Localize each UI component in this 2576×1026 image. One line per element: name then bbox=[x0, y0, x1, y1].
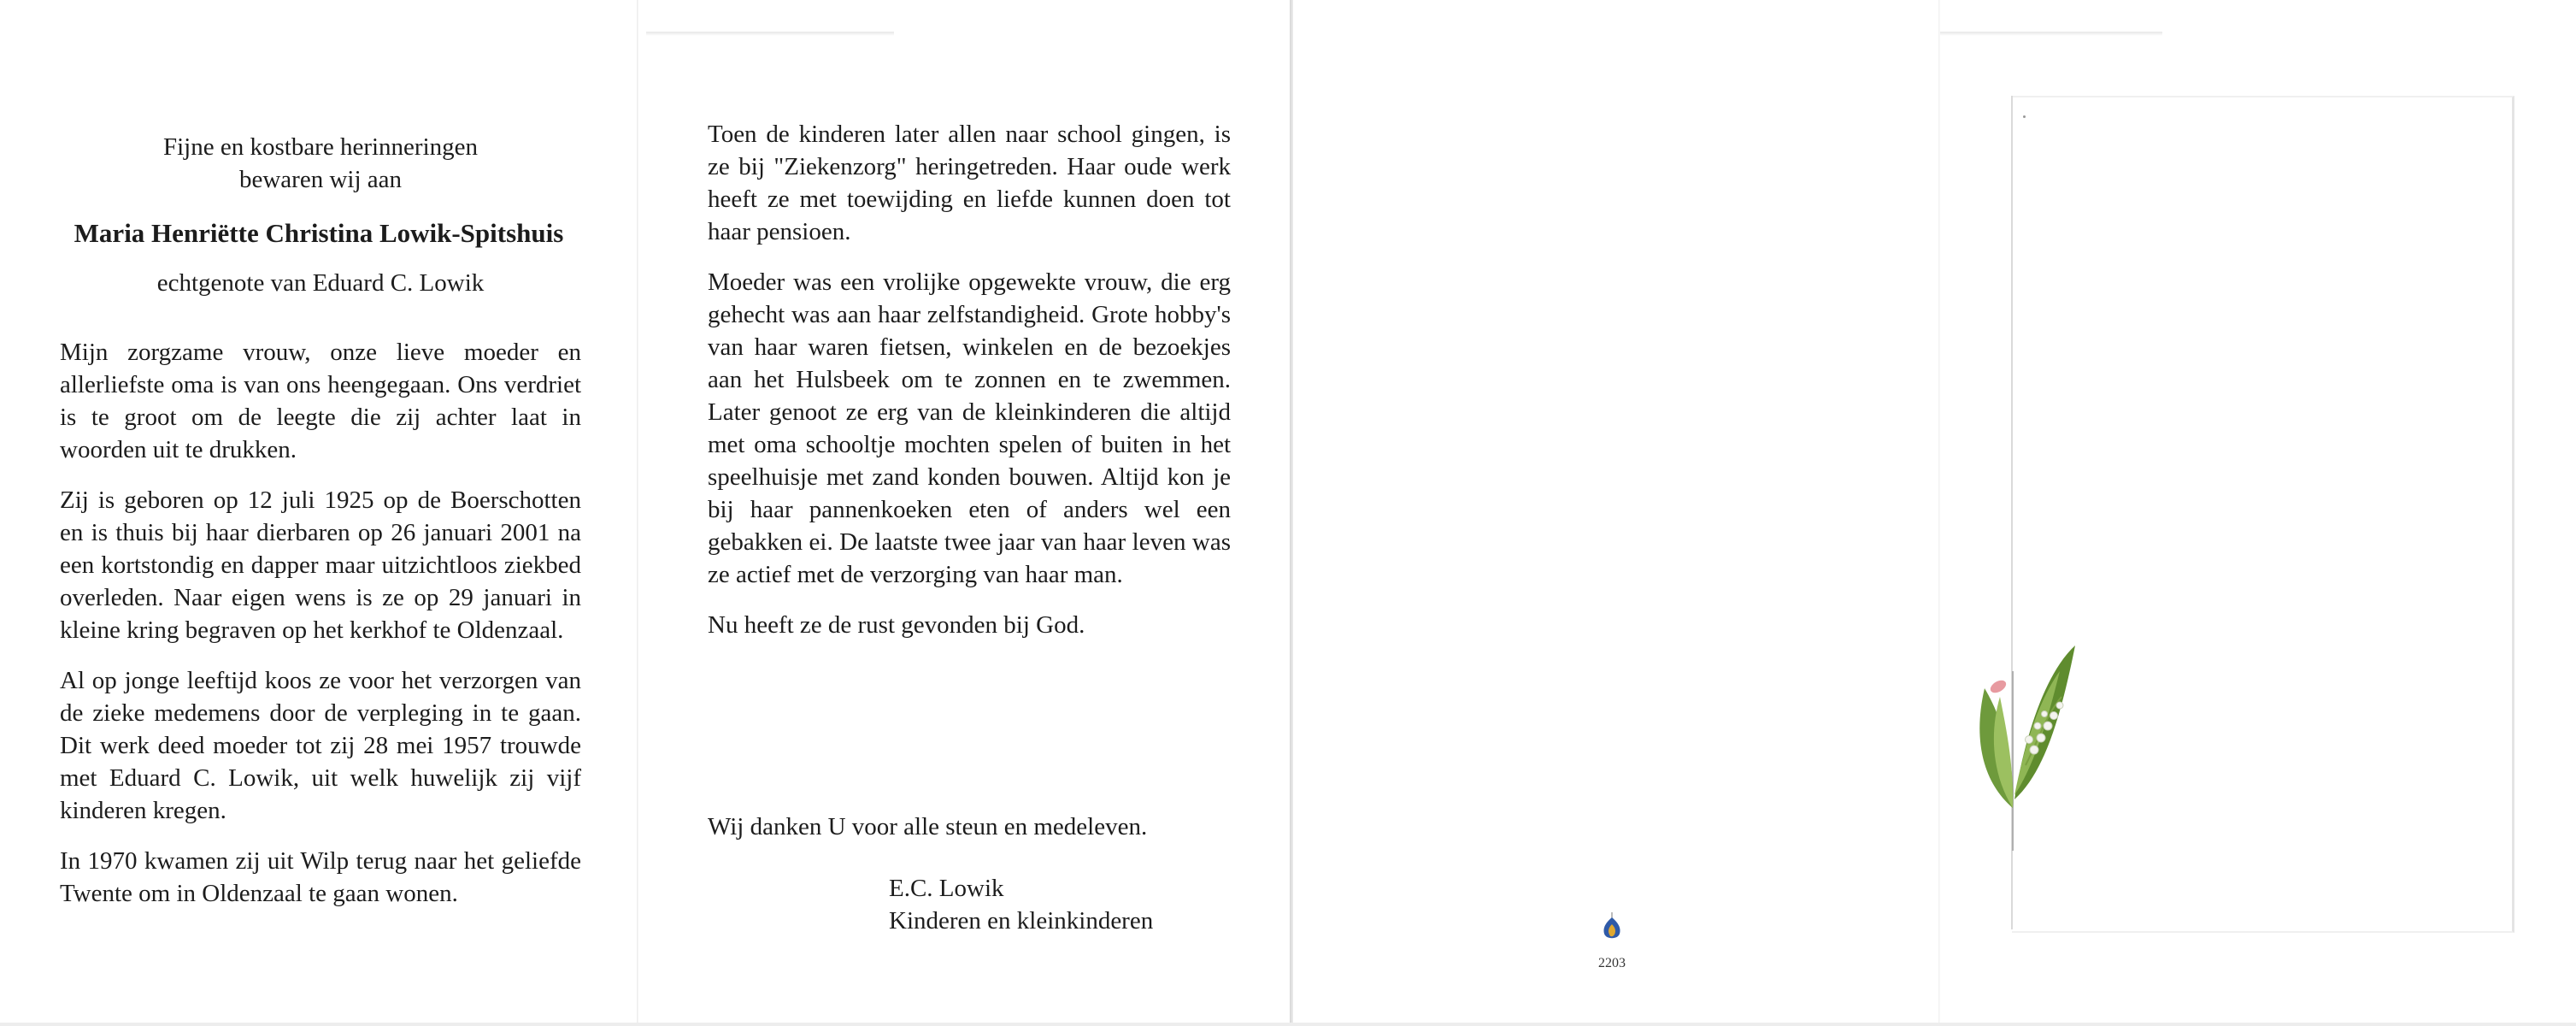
memorial-text-column-1 bbox=[60, 336, 581, 910]
fold-crease bbox=[637, 0, 638, 1026]
intro-text bbox=[60, 131, 581, 196]
memorial-paragraph: In 1970 kwamen zij uit Wilp terug naar het geliefde Twente om in Oldenzaal te gaan wonen. bbox=[60, 847, 581, 907]
memorial-paragraph: Moeder was een vrolijke opgewekte vrouw, die erg gehecht was aan haar zelfstandigheid. Grote hobby's van haar waren fietsen, winkelen en de bezoekjes aan het Hulsbeek om te zonnen en te zwemmen. Later genoot ze erg van de kleinkinderen die altijd met oma schooltje mochten spelen of buiten in het speelhuisje met zand konden bouwen. Altijd kon je bij haar pannenkoeken eten of anders wel een gebakken ei. De laatste twee jaar van haar leven was ze actief met de verzorging van haar man. bbox=[708, 268, 1231, 588]
frame-mark bbox=[2023, 115, 2026, 118]
deceased-name: Maria Henriëtte Christina Lowik-Spitshuis bbox=[74, 218, 564, 248]
memorial-text-column-2 bbox=[708, 118, 1231, 641]
spouse-line: echtgenote van Eduard C. Lowik bbox=[156, 269, 485, 297]
scan-shadow bbox=[646, 32, 894, 36]
printer-logo-icon bbox=[1599, 911, 1625, 945]
signature-name: E.C. Lowik bbox=[889, 875, 1004, 902]
intro-line: bewaren wij aan bbox=[238, 166, 402, 193]
lily-of-the-valley-illustration bbox=[1966, 637, 2103, 851]
memorial-paragraph: Zij is geboren op 12 juli 1925 op de Boerschotten en is thuis bij haar dierbaren op 26 januari 2001 na een kortstondig en dapper maar uitzichtloos ziekbed overleden. Naar eigen wens is ze op 29 januari in kleine kring begraven op het kerkhof te Oldenzaal. bbox=[60, 486, 581, 644]
scan-edge bbox=[0, 1023, 2576, 1026]
memorial-paragraph: Nu heeft ze de rust gevonden bij God. bbox=[708, 611, 1085, 639]
intro-line: Fijne en kostbare herinneringen bbox=[162, 133, 479, 161]
card-panel-center-right bbox=[1292, 0, 1939, 1026]
scan-shadow bbox=[1940, 32, 2162, 36]
spine-crease bbox=[1290, 0, 1293, 1026]
signature-family: Kinderen en kleinkinderen bbox=[889, 907, 1154, 935]
memorial-paragraph: Al op jonge leeftijd koos ze voor het verzorgen van de zieke medemens door de verpleging in te gaan. Dit werk deed moeder tot zij 28 mei 1957 trouwde met Eduard C. Lowik, uit welk huwelijk zij vijf kinderen kregen. bbox=[60, 667, 581, 824]
thanks-line: Wij danken U voor alle steun en medeleven. bbox=[708, 813, 1148, 840]
fold-crease bbox=[1938, 0, 1940, 1026]
signature bbox=[889, 872, 1153, 937]
memorial-paragraph: Toen de kinderen later allen naar school gingen, is ze bij "Ziekenzorg" heringetreden. Haar oude werk heeft ze met toewijding en liefde kunnen doen tot haar pensioen. bbox=[708, 121, 1231, 245]
print-code: 2203 bbox=[1598, 956, 1626, 970]
memorial-paragraph: Mijn zorgzame vrouw, onze lieve moeder en allerliefste oma is van ons heengegaan. Ons verdriet is te groot om de leegte die zij achter laat in woorden uit te drukken. bbox=[60, 339, 581, 463]
